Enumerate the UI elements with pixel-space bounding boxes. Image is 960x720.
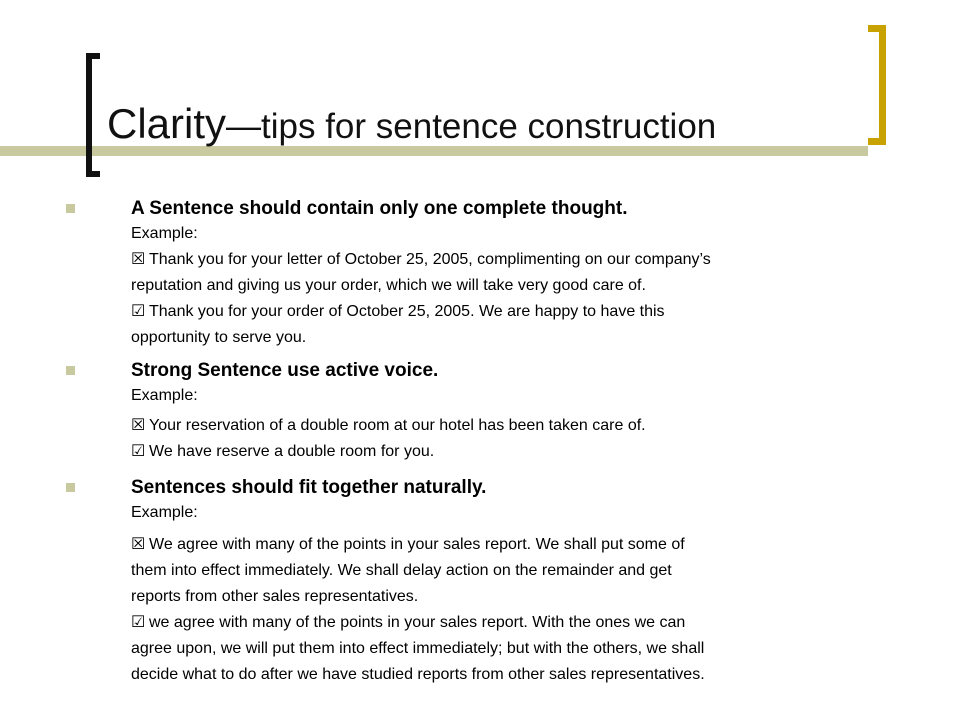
good-example-icon: ☑	[131, 614, 146, 631]
title-subtitle: —tips for sentence construction	[226, 107, 717, 146]
example-label: Example:	[131, 387, 198, 404]
bullet-icon	[66, 204, 75, 213]
example-line: reports from other sales representatives.	[131, 588, 419, 605]
right-bracket-decoration	[868, 25, 886, 145]
example-line: opportunity to serve you.	[131, 329, 307, 346]
section-sentence-thought	[131, 196, 921, 351]
section-heading: Sentences should fit together naturally.	[131, 477, 487, 498]
bullet-icon	[66, 366, 75, 375]
example-line: ☑ Thank you for your order of October 25, 2005. We are happy to have this	[131, 299, 921, 325]
section-heading: A Sentence should contain only one complete thought.	[131, 198, 628, 219]
good-example-icon: ☑	[131, 443, 146, 460]
section-fit-together	[131, 475, 921, 688]
bad-example-icon: ☒	[131, 251, 146, 268]
example-line: them into effect immediately. We shall delay action on the remainder and get	[131, 562, 672, 579]
bad-example-icon: ☒	[131, 417, 146, 434]
example-label: Example:	[131, 225, 198, 242]
example-line: ☒ Thank you for your letter of October 25, 2005, complimenting on our company’s	[131, 247, 921, 273]
example-label: Example:	[131, 504, 198, 521]
example-line: ☒ We agree with many of the points in your sales report. We shall put some of	[131, 532, 921, 558]
good-example-icon: ☑	[131, 303, 146, 320]
bad-example-icon: ☒	[131, 536, 146, 553]
section-active-voice	[131, 358, 921, 465]
example-line: reputation and giving us your order, which we will take very good care of.	[131, 277, 646, 294]
example-line: decide what to do after we have studied reports from other sales representatives.	[131, 666, 705, 683]
slide-title	[107, 100, 717, 147]
example-line: ☑ we agree with many of the points in your sales report. With the ones we can	[131, 610, 921, 636]
section-heading: Strong Sentence use active voice.	[131, 360, 439, 381]
example-line: agree upon, we will put them into effect immediately; but with the others, we shall	[131, 640, 705, 657]
example-line: ☒ Your reservation of a double room at our hotel has been taken care of.	[131, 413, 921, 439]
bullet-icon	[66, 483, 75, 492]
example-line: ☑ We have reserve a double room for you.	[131, 439, 921, 465]
title-main: Clarity	[107, 100, 227, 147]
title-underline-band	[0, 146, 868, 156]
left-bracket-decoration	[86, 53, 100, 177]
